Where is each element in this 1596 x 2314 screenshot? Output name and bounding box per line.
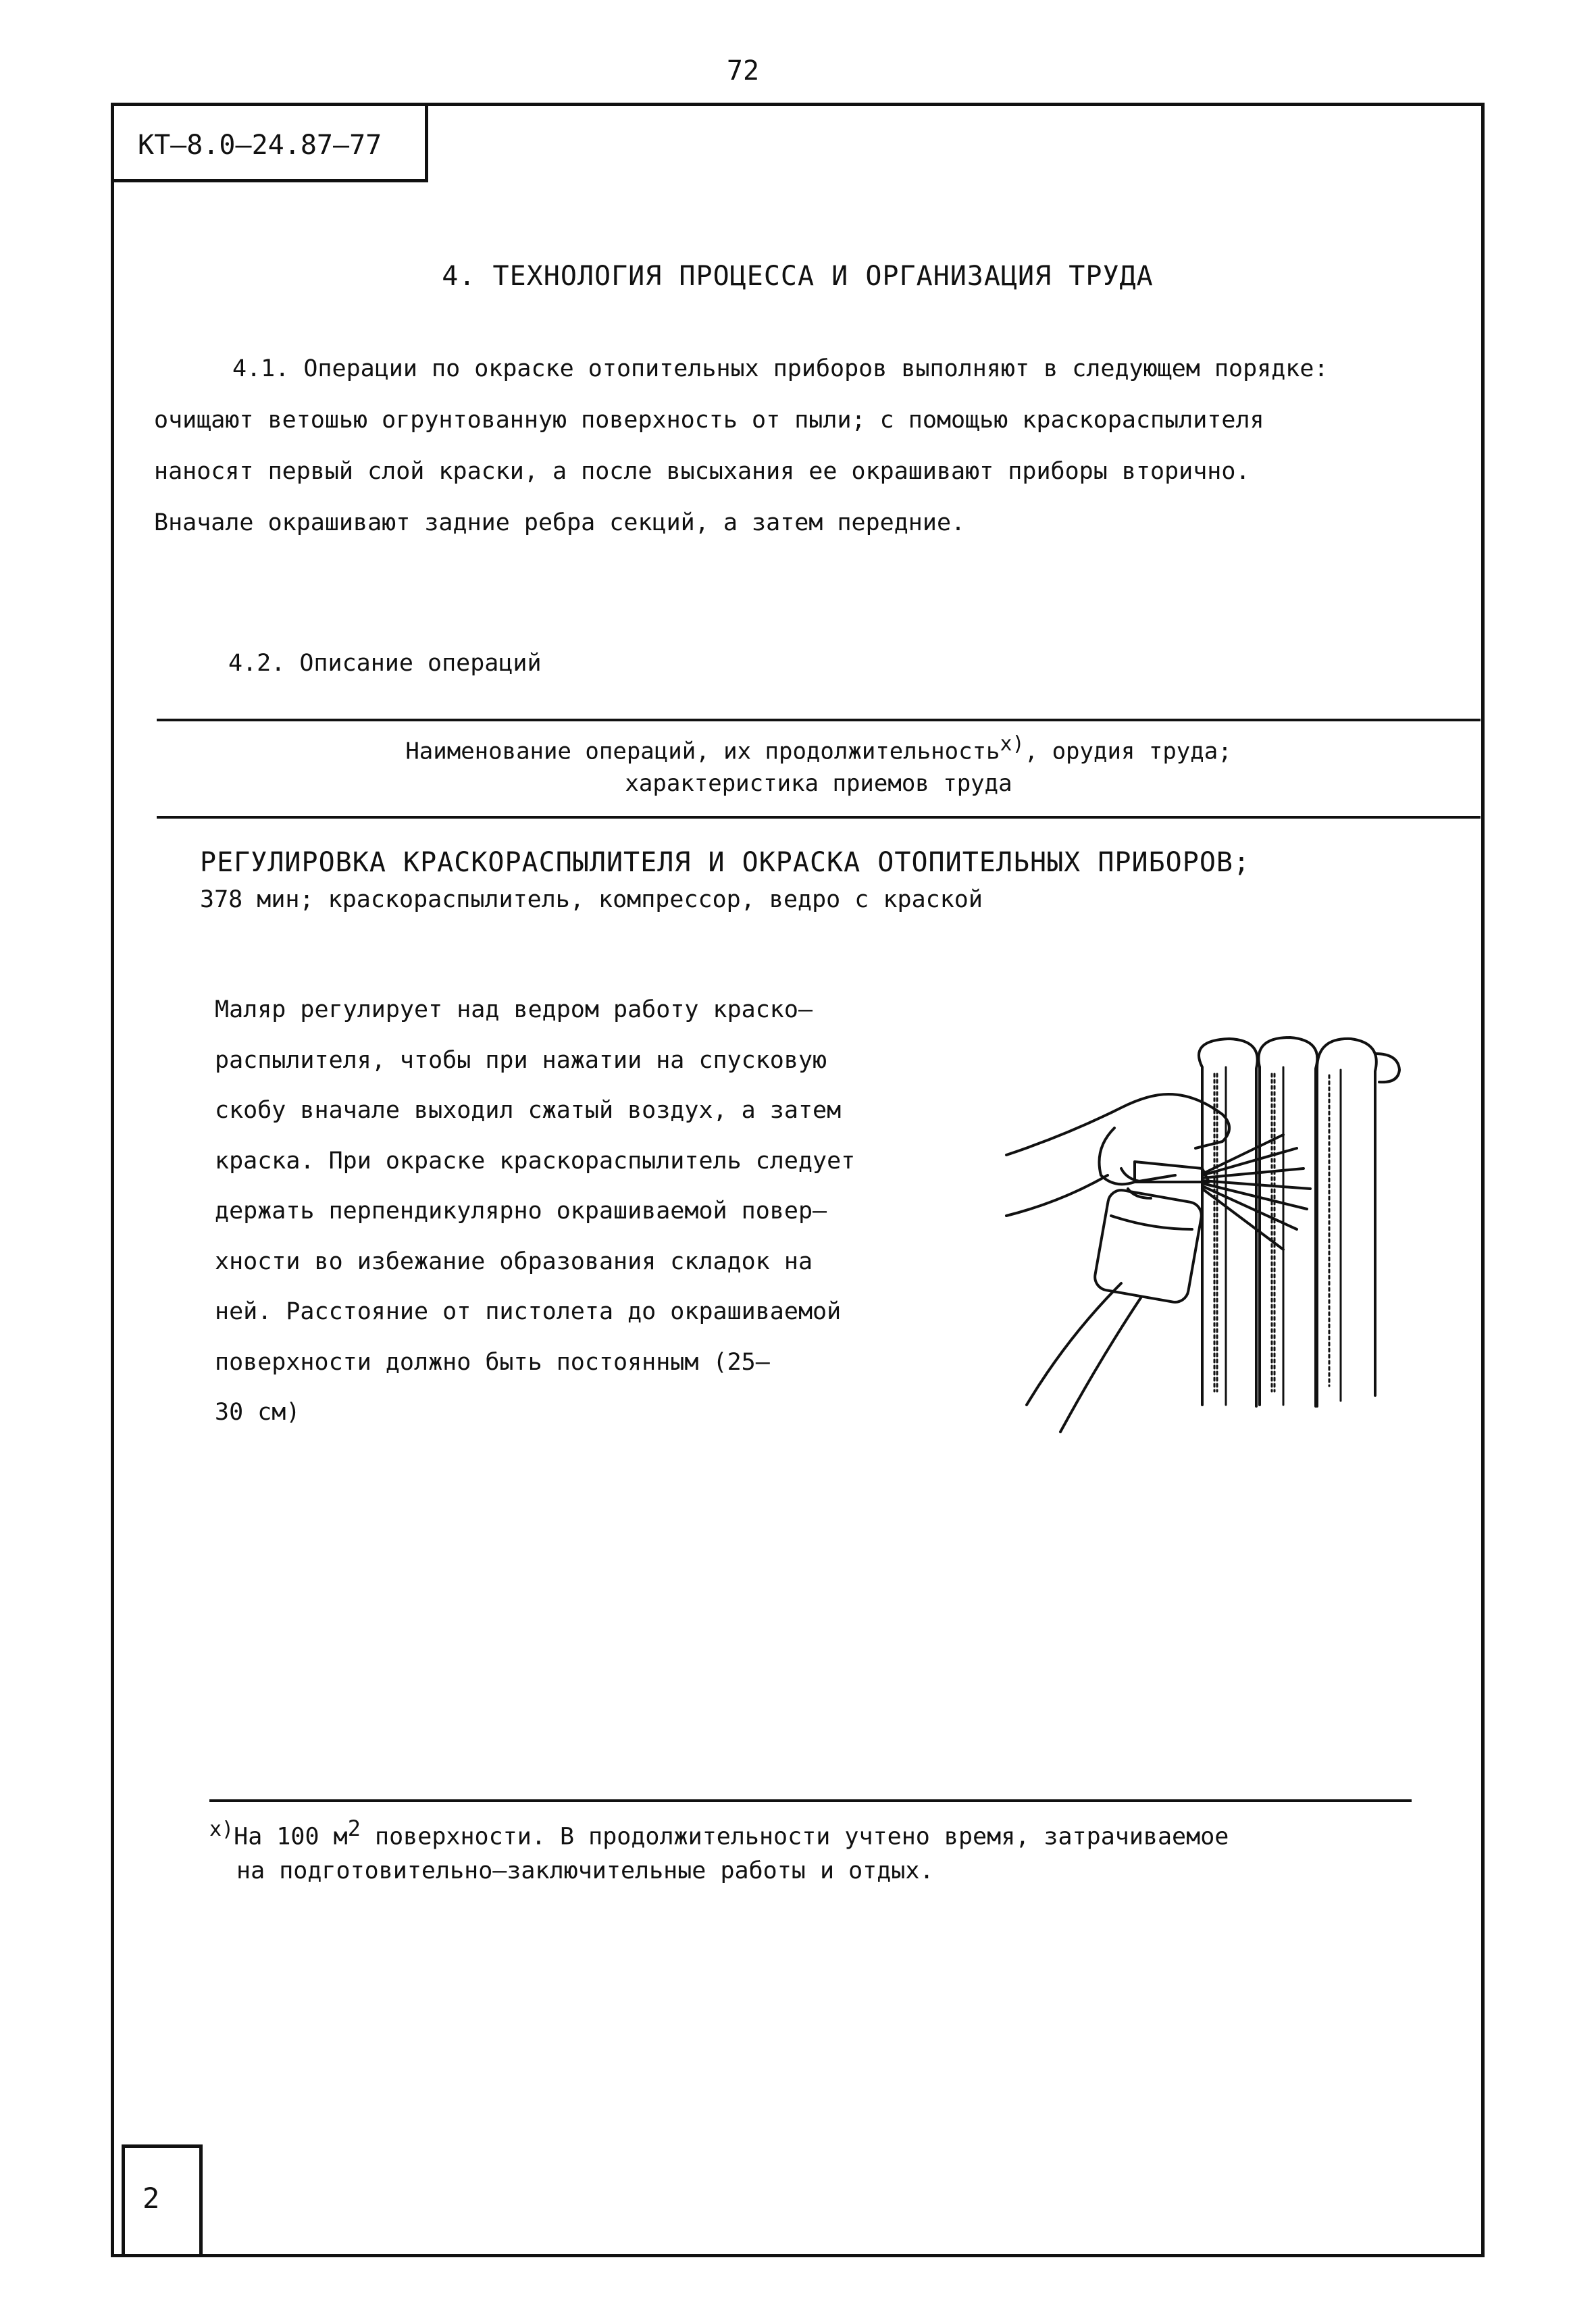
paragraph-line: очищают ветошью огрунтованную поверхность от пыли; с помощью краскораспылителя <box>154 407 1264 434</box>
table-header-tools: , орудия труда; <box>1024 738 1232 765</box>
paragraph-line: Вначале окрашивают задние ребра секций, а затем передние. <box>154 509 966 536</box>
paragraph-line: наносят первый слой краски, а после высыхания ее окрашивают приборы вторично. <box>154 458 1250 485</box>
footnote-line-2: на подготовительно–заключительные работы и отдых. <box>236 1857 934 1884</box>
footnote-line-1 <box>209 1811 1425 1854</box>
description-line: держать перпендикулярно окрашиваемой повер– <box>215 1198 827 1225</box>
section-title: 4. ТЕХНОЛОГИЯ ПРОЦЕССА И ОРГАНИЗАЦИЯ ТРУДА <box>442 261 1154 292</box>
radiator-section <box>1317 1039 1376 1395</box>
footnote-exponent: 2 <box>347 1816 361 1841</box>
operation-title: РЕГУЛИРОВКА КРАСКОРАСПЫЛИТЕЛЯ И ОКРАСКА ОТОПИТЕЛЬНЫХ ПРИБОРОВ; <box>200 847 1251 878</box>
table-top-rule <box>157 719 1481 721</box>
paragraph-line: 4.1. Операции по окраске отопительных приборов выполняют в следующем порядке: <box>232 355 1329 382</box>
description-line: Маляр регулирует над ведром работу краско– <box>215 996 813 1023</box>
footnote-text: поверхности. В продолжительности учтено время, затрачиваемое <box>360 1823 1229 1851</box>
description-line: скобу вначале выходил сжатый воздух, а затем <box>215 1097 842 1124</box>
radiator-section <box>1258 1037 1317 1406</box>
description-line: краска. При окраске краскораспылитель следует <box>215 1147 856 1175</box>
paint-cup <box>1093 1188 1204 1304</box>
description-line: 30 см) <box>215 1399 301 1426</box>
paragraph-4-1 <box>154 343 1478 548</box>
description-line: хности во избежание образования складок на <box>215 1248 813 1275</box>
footnote <box>209 1811 1425 1888</box>
document-code: КТ–8.0–24.87–77 <box>111 103 428 182</box>
footnote-mark: х) <box>209 1818 234 1841</box>
description-line: ней. Расстояние от пистолета до окрашиваемой <box>215 1298 842 1325</box>
sheet-number: 2 <box>122 2144 203 2257</box>
subsection-heading: 4.2. Описание операций <box>228 650 542 677</box>
spray-painting-illustration <box>1000 1027 1418 1445</box>
operation-duration-tools: 378 мин; краскораспылитель, компрессор, ведро с краской <box>200 886 983 913</box>
footnote-rule <box>209 1799 1412 1802</box>
page-number: 72 <box>726 55 760 86</box>
air-hose <box>1027 1283 1121 1405</box>
operation-description <box>215 985 978 1438</box>
description-line: поверхности должно быть постоянным (25– <box>215 1348 770 1376</box>
footnote-text: На 100 м <box>234 1823 348 1851</box>
description-line: распылителя, чтобы при нажатии на спусковую <box>215 1046 827 1074</box>
table-header <box>157 728 1481 800</box>
arm <box>1006 1094 1229 1155</box>
table-header-line-1 <box>157 728 1481 767</box>
footnote-mark: х) <box>1000 732 1025 756</box>
table-header-operations: Наименование операций, их продолжительность <box>405 738 1000 765</box>
table-header-rule <box>157 816 1481 819</box>
table-header-line-2: характеристика приемов труда <box>625 770 1012 798</box>
